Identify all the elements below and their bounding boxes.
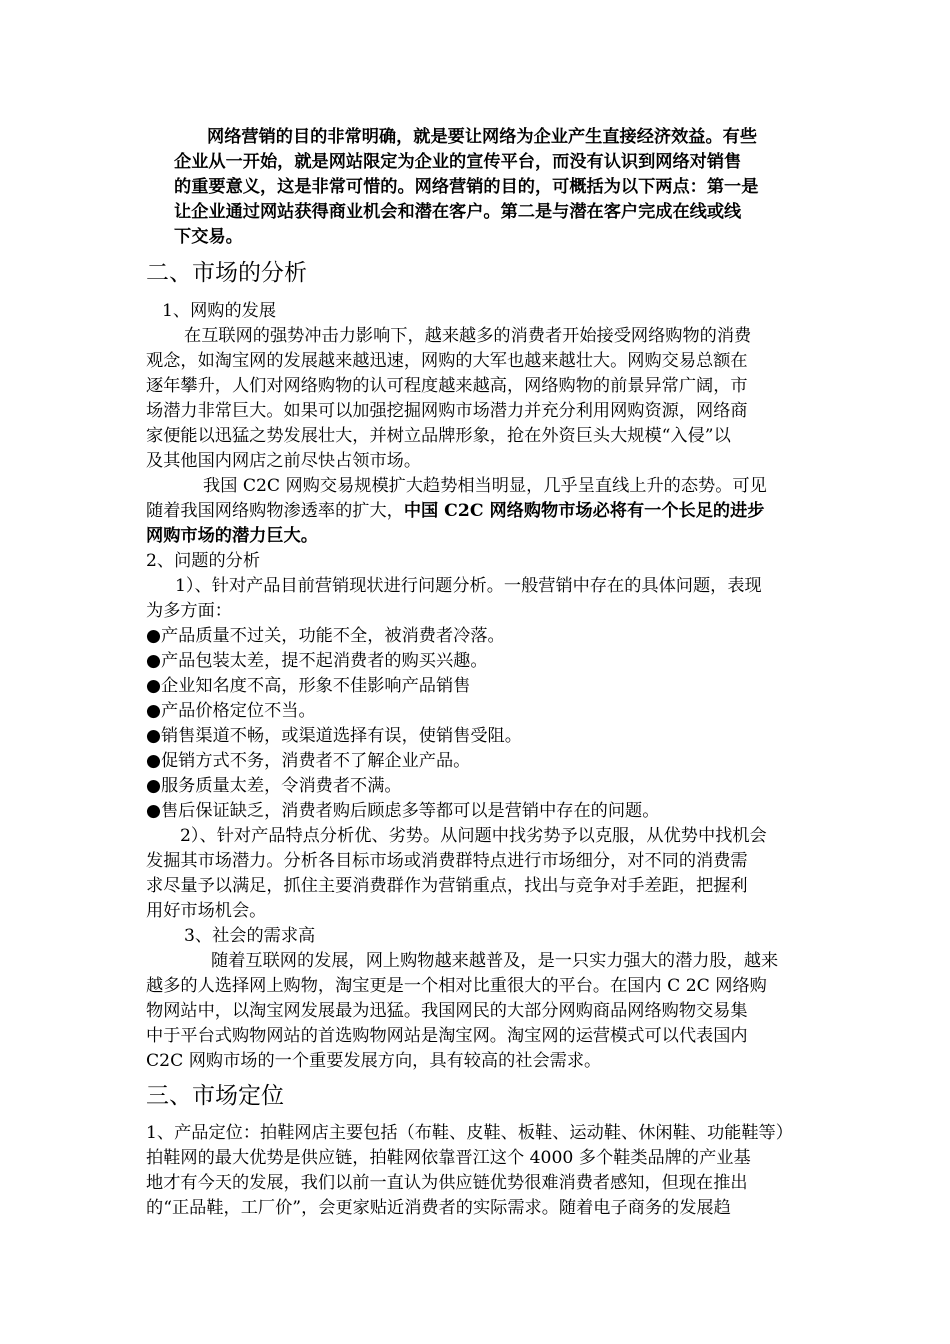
subheading: 3、社会的需求高	[184, 926, 316, 946]
paragraph-line: 我国 C2C 网购交易规模扩大趋势相当明显，几乎呈直线上升的态势。可见	[203, 476, 767, 496]
paragraph-line: 2）、针对产品特点分析优、劣势。从问题中找劣势予以克服，从优势中找机会	[180, 826, 767, 846]
paragraph-line: C2C 网购市场的一个重要发展方向，具有较高的社会需求。	[146, 1051, 602, 1071]
bullet-item: ●服务质量太差，令消费者不满。	[146, 776, 402, 796]
paragraph-line: 网购市场的潜力巨大。	[146, 526, 318, 546]
bullet-item: ●产品包装太差，提不起消费者的购买兴趣。	[146, 651, 488, 671]
paragraph-line: 的“正品鞋，工厂价”，会更家贴近消费者的实际需求。随着电子商务的发展趋	[146, 1198, 731, 1218]
bullet-item: ●产品质量不过关，功能不全，被消费者冷落。	[146, 626, 505, 646]
paragraph-line: 拍鞋网的最大优势是供应链，拍鞋网依靠晋江这个 4000 多个鞋类品牌的产业基	[146, 1148, 751, 1168]
paragraph-line	[146, 499, 765, 524]
paragraph-line: 中于平台式购物网站的首选购物网站是淘宝网。淘宝网的运营模式可以代表国内	[146, 1026, 748, 1046]
section-heading: 三、市场定位	[146, 1083, 284, 1109]
section-heading: 二、市场的分析	[146, 260, 307, 286]
intro-line: 网络营销的目的非常明确，就是要让网络为企业产生直接经济效益。有些	[207, 127, 758, 147]
bullet-item: ●促销方式不务，消费者不了解企业产品。	[146, 751, 471, 771]
bullet-item: ●售后保证缺乏，消费者购后顾虑多等都可以是营销中存在的问题。	[146, 801, 660, 821]
paragraph-line: 为多方面：	[146, 601, 232, 621]
subheading: 2、问题的分析	[146, 551, 261, 571]
emphasis-text: 中国 C2C 网络购物市场必将有一个长足的进步	[403, 501, 765, 521]
paragraph-line: 逐年攀升，人们对网络购物的认可程度越来越高，网络购物的前景异常广阔，市	[146, 376, 748, 396]
paragraph-line: 场潜力非常巨大。如果可以加强挖掘网购市场潜力并充分利用网购资源，网络商	[146, 401, 748, 421]
paragraph-text: 随着我国网络购物渗透率的扩大，	[146, 501, 404, 521]
paragraph-line: 物网站中，以淘宝网发展最为迅猛。我国网民的大部分网购商品网络购物交易集	[146, 1001, 748, 1021]
intro-line: 的重要意义，这是非常可惜的。网络营销的目的，可概括为以下两点：第一是	[174, 177, 759, 197]
paragraph-line: 发掘其市场潜力。分析各目标市场或消费群特点进行市场细分，对不同的消费需	[146, 851, 748, 871]
paragraph-line: 1）、针对产品目前营销现状进行问题分析。一般营销中存在的具体问题，表现	[175, 576, 762, 596]
paragraph-line: 用好市场机会。	[146, 901, 267, 921]
paragraph-line: 家便能以迅猛之势发展壮大，并树立品牌形象，抢在外资巨头大规模“入侵”以	[146, 426, 731, 446]
paragraph-line: 及其他国内网店之前尽快占领市场。	[146, 451, 422, 471]
intro-line: 下交易。	[174, 227, 243, 247]
bullet-item: ●销售渠道不畅，或渠道选择有误，使销售受阻。	[146, 726, 522, 746]
subheading: 1、网购的发展	[162, 301, 277, 321]
bullet-item: ●产品价格定位不当。	[146, 701, 316, 721]
paragraph-line: 随着互联网的发展，网上购物越来越普及，是一只实力强大的潜力股，越来	[211, 951, 779, 971]
bullet-item: ●企业知名度不高，形象不佳影响产品销售	[146, 676, 471, 696]
paragraph-line: 越多的人选择网上购物，淘宝更是一个相对比重很大的平台。在国内 C 2C 网络购	[146, 976, 767, 996]
intro-line: 企业从一开始，就是网站限定为企业的宣传平台，而没有认识到网络对销售	[174, 152, 742, 172]
paragraph-line: 在互联网的强势冲击力影响下，越来越多的消费者开始接受网络购物的消费	[184, 326, 752, 346]
intro-line: 让企业通过网站获得商业机会和潜在客户。第二是与潜在客户完成在线或线	[174, 202, 742, 222]
paragraph-line: 观念，如淘宝网的发展越来越迅速，网购的大军也越来越壮大。网购交易总额在	[146, 351, 748, 371]
paragraph-line: 地才有今天的发展，我们以前一直认为供应链优势很难消费者感知，但现在推出	[146, 1173, 748, 1193]
paragraph-line: 1、产品定位：拍鞋网店主要包括（布鞋、皮鞋、板鞋、运动鞋、休闲鞋、功能鞋等）	[146, 1123, 793, 1143]
paragraph-line: 求尽量予以满足，抓住主要消费群作为营销重点，找出与竞争对手差距，把握利	[146, 876, 748, 896]
